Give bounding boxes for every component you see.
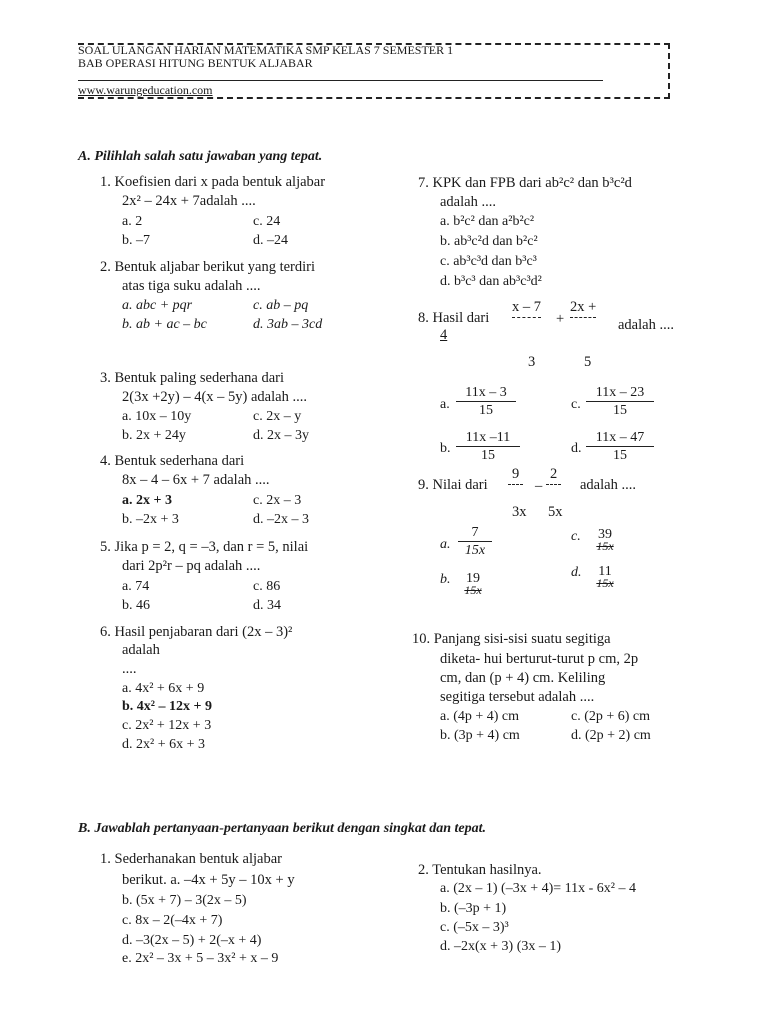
q4-option-d[interactable]: d. –2x – 3: [253, 512, 309, 527]
b-q1-line-2: berikut. a. –4x + 5y – 10x + y: [122, 872, 295, 888]
q4-expr: 8x – 4 – 6x + 7 adalah ....: [122, 472, 270, 488]
q10-line-4: segitiga tersebut adalah ....: [440, 689, 595, 705]
b-q2-item-d: d. –2x(x + 3) (3x – 1): [440, 939, 562, 954]
q8-plus: +: [556, 311, 565, 327]
q9-minus: –: [535, 478, 543, 494]
q8-suffix: adalah ....: [618, 317, 674, 333]
q2-option-d[interactable]: d. 3ab – 3cd: [253, 317, 323, 332]
q8-option-c-denominator: 15: [613, 403, 627, 418]
q8-option-c-numerator: 11x – 23: [586, 384, 654, 402]
q8-fraction-2-numerator: 2x +: [570, 298, 596, 318]
q8-option-b-label[interactable]: b.: [440, 441, 451, 456]
header-website: www.warungeducation.com: [78, 83, 213, 97]
q9-option-b-numerator: 19: [466, 571, 480, 586]
q5-option-c[interactable]: c. 86: [253, 579, 281, 594]
b-q1-line-1: 1. Sederhanakan bentuk aljabar: [100, 851, 282, 867]
q7-option-a[interactable]: a. b²c² dan a²b²c²: [440, 214, 535, 229]
section-a-title: A. Pilihlah salah satu jawaban yang tepat.: [78, 149, 323, 164]
q4-option-b[interactable]: b. –2x + 3: [122, 512, 179, 527]
q1-text: 1. Koefisien dari x pada bentuk aljabar: [100, 174, 326, 190]
q9-option-c-numerator: 39: [598, 527, 612, 542]
q9-option-d-numerator: 11: [598, 564, 612, 579]
q10-line-2: diketa- hui berturut-turut p cm, 2p: [440, 651, 639, 667]
q9-option-b-denominator: 15x: [464, 583, 482, 597]
b-q1-item-e: e. 2x² – 3x + 5 – 3x² + x – 9: [122, 951, 279, 966]
q1-option-b[interactable]: b. –7: [122, 233, 150, 248]
q9-option-c-denominator: 15x: [596, 539, 614, 553]
q8-option-c-label[interactable]: c.: [571, 397, 581, 412]
q7-text-2: adalah ....: [440, 194, 496, 210]
q8-option-b[interactable]: [456, 429, 520, 464]
q8-option-d-numerator: 11x – 47: [586, 429, 654, 447]
section-b-title: B. Jawablah pertanyaan-pertanyaan berikut dengan singkat dan tepat.: [78, 821, 486, 836]
q4-option-a[interactable]: a. 2x + 3: [122, 493, 172, 508]
q2-text: 2. Bentuk aljabar berikut yang terdiri: [100, 259, 316, 275]
q9-option-a-numerator: 7: [458, 524, 492, 542]
q8-option-b-denominator: 15: [481, 448, 495, 463]
q8-fraction-1-numerator: x – 7: [512, 298, 541, 318]
header-title: SOAL ULANGAN HARIAN MATEMATIKA SMP KELAS 7 SEMESTER 1: [78, 43, 454, 57]
q10-option-a[interactable]: a. (4p + 4) cm: [440, 709, 520, 724]
q7-option-d[interactable]: d. b³c³ dan ab³c³d²: [440, 274, 542, 289]
q5-option-b[interactable]: b. 46: [122, 598, 150, 613]
q2-option-a[interactable]: a. abc + pqr: [122, 298, 193, 313]
b-q1-item-b: b. (5x + 7) – 3(2x – 5): [122, 893, 247, 908]
q5-option-d[interactable]: d. 34: [253, 598, 281, 613]
q1-expr: 2x² – 24x + 7adalah ....: [122, 193, 256, 209]
q1-option-c[interactable]: c. 24: [253, 214, 281, 229]
q5-option-a[interactable]: a. 74: [122, 579, 150, 594]
q10-option-d[interactable]: d. (2p + 2) cm: [571, 728, 651, 743]
q10-option-b[interactable]: b. (3p + 4) cm: [440, 728, 520, 743]
q8-option-b-numerator: 11x –11: [456, 429, 520, 447]
q9-option-b[interactable]: [458, 570, 488, 599]
q6-option-d[interactable]: d. 2x² + 6x + 3: [122, 737, 205, 752]
b-q1-item-c: c. 8x – 2(–4x + 7): [122, 913, 223, 928]
q8-option-d[interactable]: [586, 429, 654, 464]
header-rule: [78, 80, 603, 81]
q9-option-c[interactable]: [590, 526, 620, 555]
q3-text: 3. Bentuk paling sederhana dari: [100, 370, 285, 386]
q9-prefix: 9. Nilai dari: [418, 477, 488, 493]
q8-fraction-1-denominator: 4: [440, 327, 448, 343]
q7-option-c[interactable]: c. ab³c³d dan b³c³: [440, 254, 537, 269]
q9-denominator-2: 5x: [548, 504, 563, 520]
q5-text: 5. Jika p = 2, q = –3, dan r = 5, nilai: [100, 539, 309, 555]
q2-option-b[interactable]: b. ab + ac – bc: [122, 317, 207, 332]
q8-option-a-numerator: 11x – 3: [456, 384, 516, 402]
q6-text: 6. Hasil penjabaran dari (2x – 3)²: [100, 624, 293, 640]
q4-option-c[interactable]: c. 2x – 3: [253, 493, 302, 508]
q3-option-c[interactable]: c. 2x – y: [253, 409, 302, 424]
q4-text: 4. Bentuk sederhana dari: [100, 453, 245, 469]
q3-expr: 2(3x +2y) – 4(x – 5y) adalah ....: [122, 389, 307, 405]
q8-option-d-label[interactable]: d.: [571, 441, 582, 456]
q6-text-2: adalah: [122, 642, 160, 658]
q8-option-d-denominator: 15: [613, 448, 627, 463]
q9-suffix: adalah ....: [580, 477, 636, 493]
q10-line-1: 10. Panjang sisi-sisi suatu segitiga: [412, 631, 611, 647]
q3-option-a[interactable]: a. 10x – 10y: [122, 409, 192, 424]
q3-option-d[interactable]: d. 2x – 3y: [253, 428, 309, 443]
b-q2-line-1: 2. Tentukan hasilnya.: [418, 862, 542, 878]
header-subtitle: BAB OPERASI HITUNG BENTUK ALJABAR: [78, 56, 313, 70]
q9-option-d-label[interactable]: d.: [571, 565, 582, 580]
q8-option-a-denominator: 15: [479, 403, 493, 418]
q1-option-a[interactable]: a. 2: [122, 214, 143, 229]
q8-denominator-5: 5: [584, 354, 592, 370]
q2-option-c[interactable]: c. ab – pq: [253, 298, 309, 313]
q9-option-a-label[interactable]: a.: [440, 537, 451, 552]
q6-option-c[interactable]: c. 2x² + 12x + 3: [122, 718, 212, 733]
q6-option-a[interactable]: a. 4x² + 6x + 9: [122, 681, 205, 696]
b-q1-item-d: d. –3(2x – 5) + 2(–x + 4): [122, 933, 262, 948]
b-q2-item-b: b. (–3p + 1): [440, 901, 507, 916]
q2-text-2: atas tiga suku adalah ....: [122, 278, 261, 294]
q7-option-b[interactable]: b. ab³c²d dan b²c²: [440, 234, 538, 249]
b-q2-item-a: a. (2x – 1) (–3x + 4)= 11x - 6x² – 4: [440, 881, 636, 896]
q9-option-a[interactable]: [458, 524, 492, 559]
q1-option-d[interactable]: d. –24: [253, 233, 288, 248]
q9-denominator-1: 3x: [512, 504, 527, 520]
q3-option-b[interactable]: b. 2x + 24y: [122, 428, 186, 443]
b-q2-item-c: c. (–5x – 3)³: [440, 920, 509, 935]
q9-option-a-denominator: 15x: [464, 543, 486, 558]
q10-line-3: cm, dan (p + 4) cm. Keliling: [440, 670, 606, 686]
q10-option-c[interactable]: c. (2p + 6) cm: [571, 709, 651, 724]
q7-text: 7. KPK dan FPB dari ab²c² dan b³c²d: [418, 175, 632, 191]
q5-expr: dari 2p²r – pq adalah ....: [122, 558, 261, 574]
q9-numerator-1: 9: [508, 465, 523, 485]
q8-prefix: 8. Hasil dari: [418, 310, 490, 326]
q6-dots: ....: [122, 661, 137, 677]
q9-option-b-label[interactable]: b.: [440, 572, 451, 587]
q8-option-c[interactable]: [586, 384, 654, 419]
q9-option-d[interactable]: [590, 563, 620, 592]
q6-option-b[interactable]: b. 4x² – 12x + 9: [122, 699, 212, 714]
q8-option-a-label[interactable]: a.: [440, 397, 450, 412]
q8-denominator-3: 3: [528, 354, 536, 370]
q9-option-d-denominator: 15x: [596, 576, 614, 590]
q9-option-c-label[interactable]: c.: [571, 529, 581, 544]
q9-numerator-2: 2: [546, 465, 561, 485]
q8-option-a[interactable]: [456, 384, 516, 419]
